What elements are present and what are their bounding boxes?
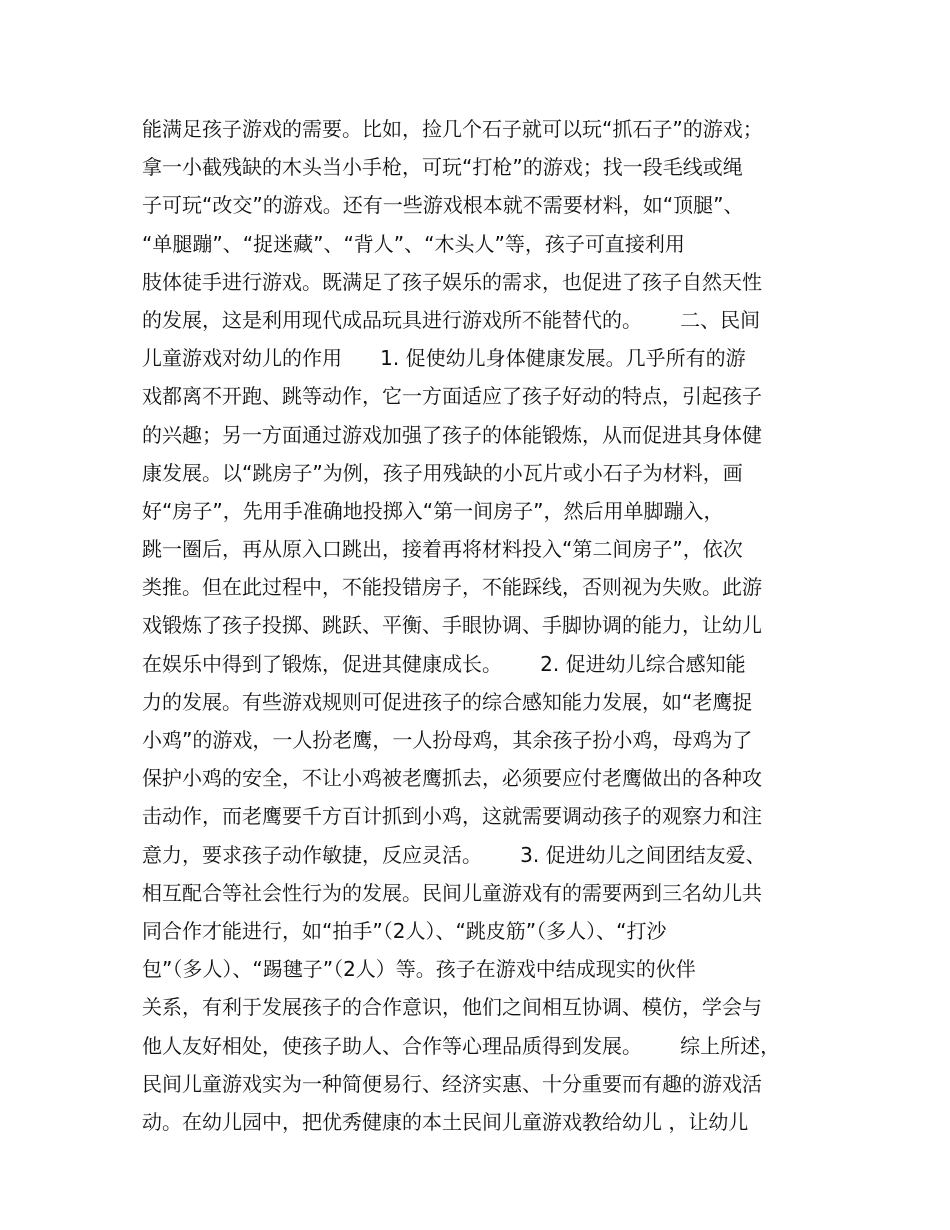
text-line: 相互配合等社会性行为的发展。民间儿童游戏有的需要两到三名幼儿共 xyxy=(142,880,762,905)
text-line: 拿一小截残缺的木头当小手枪，可玩“打枪”的游戏；找一段毛线或绳 xyxy=(142,155,743,180)
text-line: 同合作才能进行，如“拍手”（2人）、“跳皮筋”（多人）、“打沙 xyxy=(142,918,667,943)
text-line: 能满足孩子游戏的需要。比如，捡几个石子就可以玩“抓石子”的游戏； xyxy=(142,117,763,141)
text-line: 跳一圈后，再从原入口跳出，接着再将材料投入“第二间房子”，依次 xyxy=(142,537,743,562)
text-line: 在娱乐中得到了锻炼，促进其健康成长。 2. 促进幼儿综合感知能 xyxy=(142,651,746,676)
text-line: 小鸡”的游戏，一人扮老鹰，一人扮母鸡，其余孩子扮小鸡，母鸡为了 xyxy=(142,728,753,752)
text-line: 肢体徒手进行游戏。既满足了孩子娱乐的需求，也促进了孩子自然天性 xyxy=(142,269,762,294)
text-line: 力的发展。有些游戏规则可促进孩子的综合感知能力发展，如“老鹰捉 xyxy=(142,689,753,714)
text-line: 康发展。以“跳房子”为例，孩子用残缺的小瓦片或小石子为材料，画 xyxy=(142,460,743,485)
text-line: 的兴趣；另一方面通过游戏加强了孩子的体能锻炼，从而促进其身体健 xyxy=(142,422,762,447)
text-line: 关系，有利于发展孩子的合作意识，他们之间相互协调、模仿，学会与 xyxy=(142,995,762,1020)
text-line: 民间儿童游戏实为一种简便易行、经济实惠、十分重要而有趣的游戏活 xyxy=(142,1071,762,1096)
text-line: “单腿蹦”、“捉迷藏”、“背人”、“木头人”等，孩子可直接利用 xyxy=(142,231,685,256)
text-line: 的发展，这是利用现代成品玩具进行游戏所不能替代的。 二、民间 xyxy=(142,307,761,332)
body-text xyxy=(142,110,832,1141)
text-line: 戏都离不开跑、跳等动作，它一方面适应了孩子好动的特点，引起孩子 xyxy=(142,384,762,409)
text-line: 儿童游戏对幼儿的作用 1. 促使幼儿身体健康发展。几乎所有的游 xyxy=(142,346,746,371)
text-line: 子可玩“改交”的游戏。还有一些游戏根本就不需要材料，如“顶腿”、 xyxy=(142,193,744,218)
text-line: 保护小鸡的安全，不让小鸡被老鹰抓去，必须要应付老鹰做出的各种攻 xyxy=(142,766,762,791)
text-line: 戏锻炼了孩子投掷、跳跃、平衡、手眼协调、手脚协调的能力，让幼儿 xyxy=(142,613,762,638)
text-line: 动。在幼儿园中，把优秀健康的本土民间儿童游戏教给幼儿 ，让幼儿 xyxy=(142,1109,749,1134)
text-line: 类推。但在此过程中，不能投错房子，不能踩线，否则视为失败。此游 xyxy=(142,575,762,600)
text-line: 好“房子”，先用手准确地投掷入“第一间房子”，然后用单脚蹦入， xyxy=(142,498,724,523)
text-line: 击动作，而老鹰要千方百计抓到小鸡，这就需要调动孩子的观察力和注 xyxy=(142,804,762,829)
text-line: 他人友好相处，使孩子助人、合作等心理品质得到发展。 综上所述， xyxy=(142,1033,781,1058)
text-line: 包”（多人）、“踢毽子”（2人）等。孩子在游戏中结成现实的伙伴 xyxy=(142,957,696,982)
text-line: 意力，要求孩子动作敏捷，反应灵活。 3. 促进幼儿之间团结友爱、 xyxy=(142,842,766,867)
